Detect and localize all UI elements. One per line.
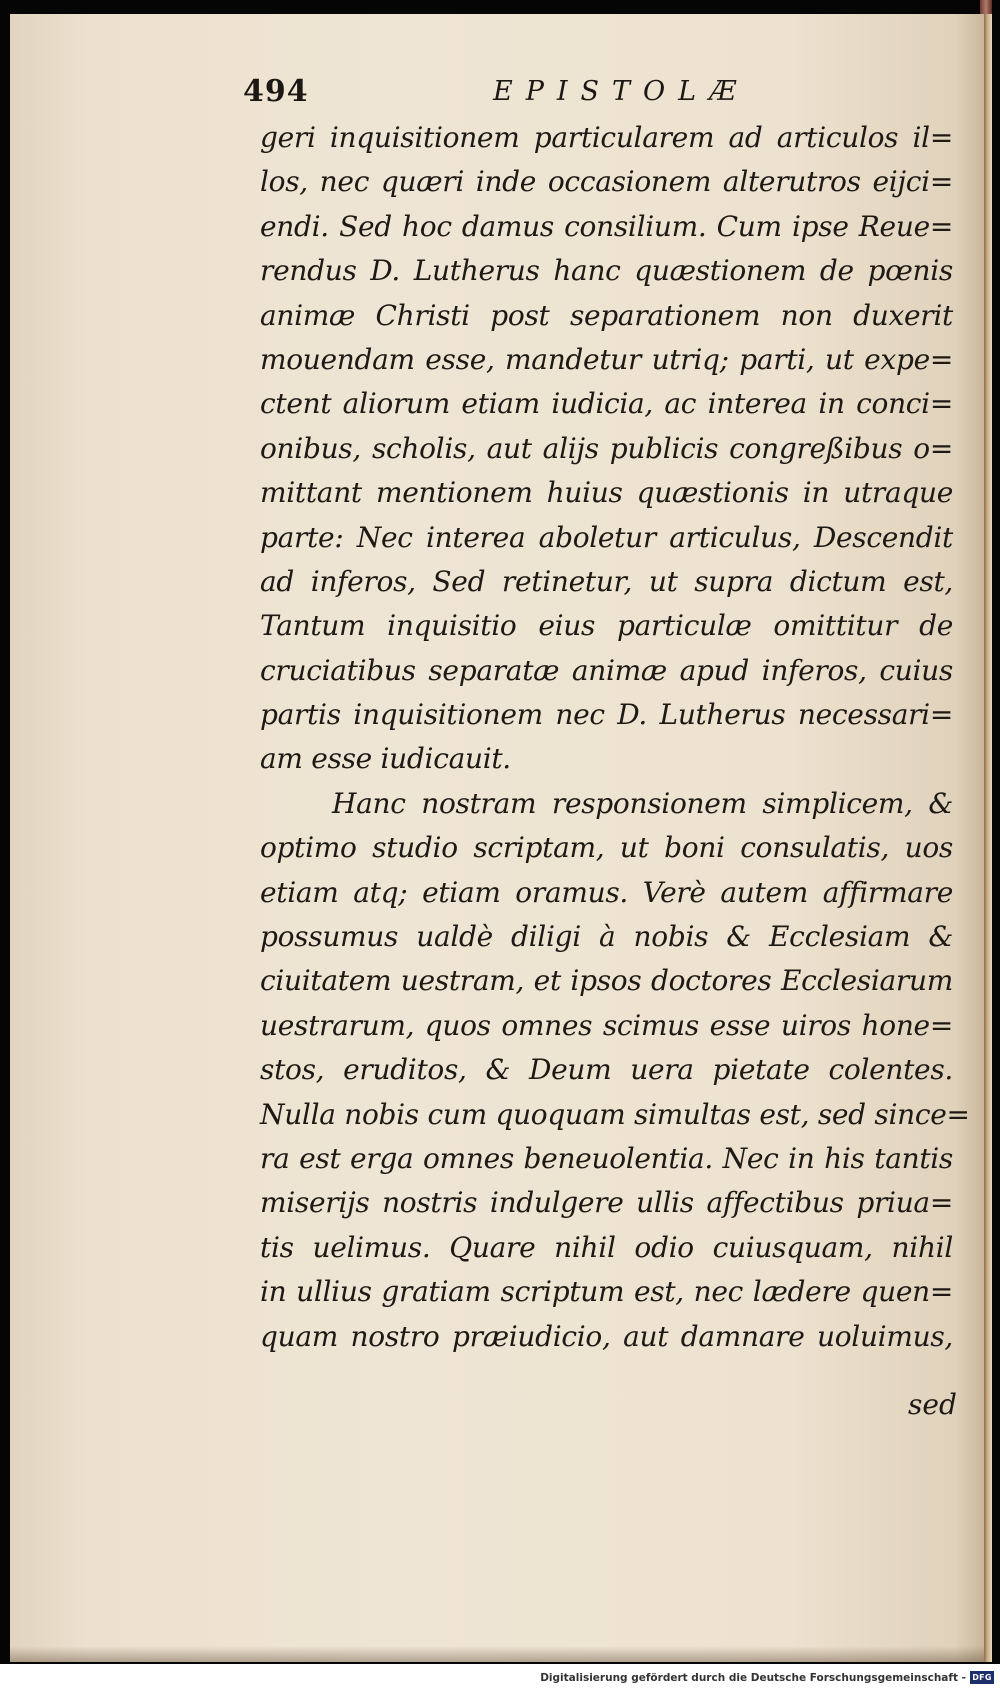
text-line: tis uelimus. Quare nihil odio cuiusquam, nihil [260, 1230, 953, 1264]
text-line: parte: Nec interea aboletur articulus, Descendit [260, 520, 953, 554]
text-line: am esse iudicauit. [260, 742, 511, 776]
text-line: los, nec quæri inde occasionem alterutros eijci= [260, 165, 953, 199]
page-edge [984, 14, 992, 1662]
body-text [260, 116, 970, 1359]
text-line: ciuitatem uestram, et ipsos doctores Ecclesiarum [260, 964, 953, 998]
text-line: partis inquisitionem nec D. Lutherus necessari= [260, 698, 953, 732]
text-line: ra est erga omnes beneuolentia. Nec in his tantis [260, 1141, 953, 1175]
text-line: endi. Sed hoc damus consilium. Cum ipse Reue= [260, 209, 953, 243]
paragraph-start-line: Hanc nostram responsionem simplicem, & [332, 786, 953, 820]
text-line: geri inquisitionem particularem ad articulos il= [260, 121, 953, 154]
funding-credit: Digitalisierung gefördert durch die Deutsche Forschungsgemeinschaft - [540, 1672, 966, 1684]
digitization-footer [0, 1664, 1000, 1693]
text-line: quam nostro præiudicio, aut damnare uoluimus, [260, 1319, 953, 1353]
text-line: optimo studio scriptam, ut boni consulatis, uos [260, 831, 953, 865]
dfg-logo: DFG [970, 1671, 994, 1684]
text-line: rendus D. Lutherus hanc quæstionem de pœnis [260, 254, 953, 288]
page-number: 494 [243, 74, 309, 109]
text-line: etiam atq; etiam oramus. Verè autem affirmare [260, 875, 953, 909]
text-line: miserijs nostris indulgere ullis affectibus priua= [260, 1186, 953, 1220]
text-line: ad inferos, Sed retinetur, ut supra dictum est, [260, 564, 953, 598]
text-line: stos, eruditos, & Deum uera pietate colentes. [260, 1053, 953, 1087]
running-head: EPISTOLÆ [493, 76, 750, 107]
text-line: cruciatibus separatæ animæ apud inferos, cuius [260, 653, 953, 687]
text-line: mouendam esse, mandetur utriq; parti, ut expe= [260, 342, 953, 376]
text-line: animæ Christi post separationem non duxerit [260, 298, 953, 332]
text-line: mittant mentionem huius quæstionis in utraque [260, 476, 953, 510]
text-line: possumus ualdè diligi à nobis & Ecclesiam & [260, 920, 953, 954]
catchword: sed [908, 1388, 957, 1421]
page-header [243, 74, 953, 114]
page-bottom-shadow [10, 1646, 984, 1662]
text-line: ctent aliorum etiam iudicia, ac interea in conci= [260, 387, 953, 421]
text-line: onibus, scholis, aut alijs publicis congreßibus o= [260, 431, 953, 465]
text-line: Nulla nobis cum quoquam simultas est, sed since= [260, 1097, 970, 1131]
text-line: Tantum inquisitio eius particulæ omittitur de [260, 609, 953, 643]
text-line: uestrarum, quos omnes scimus esse uiros hone= [260, 1008, 953, 1042]
text-line: in ullius gratiam scriptum est, nec lædere quen= [260, 1275, 953, 1309]
